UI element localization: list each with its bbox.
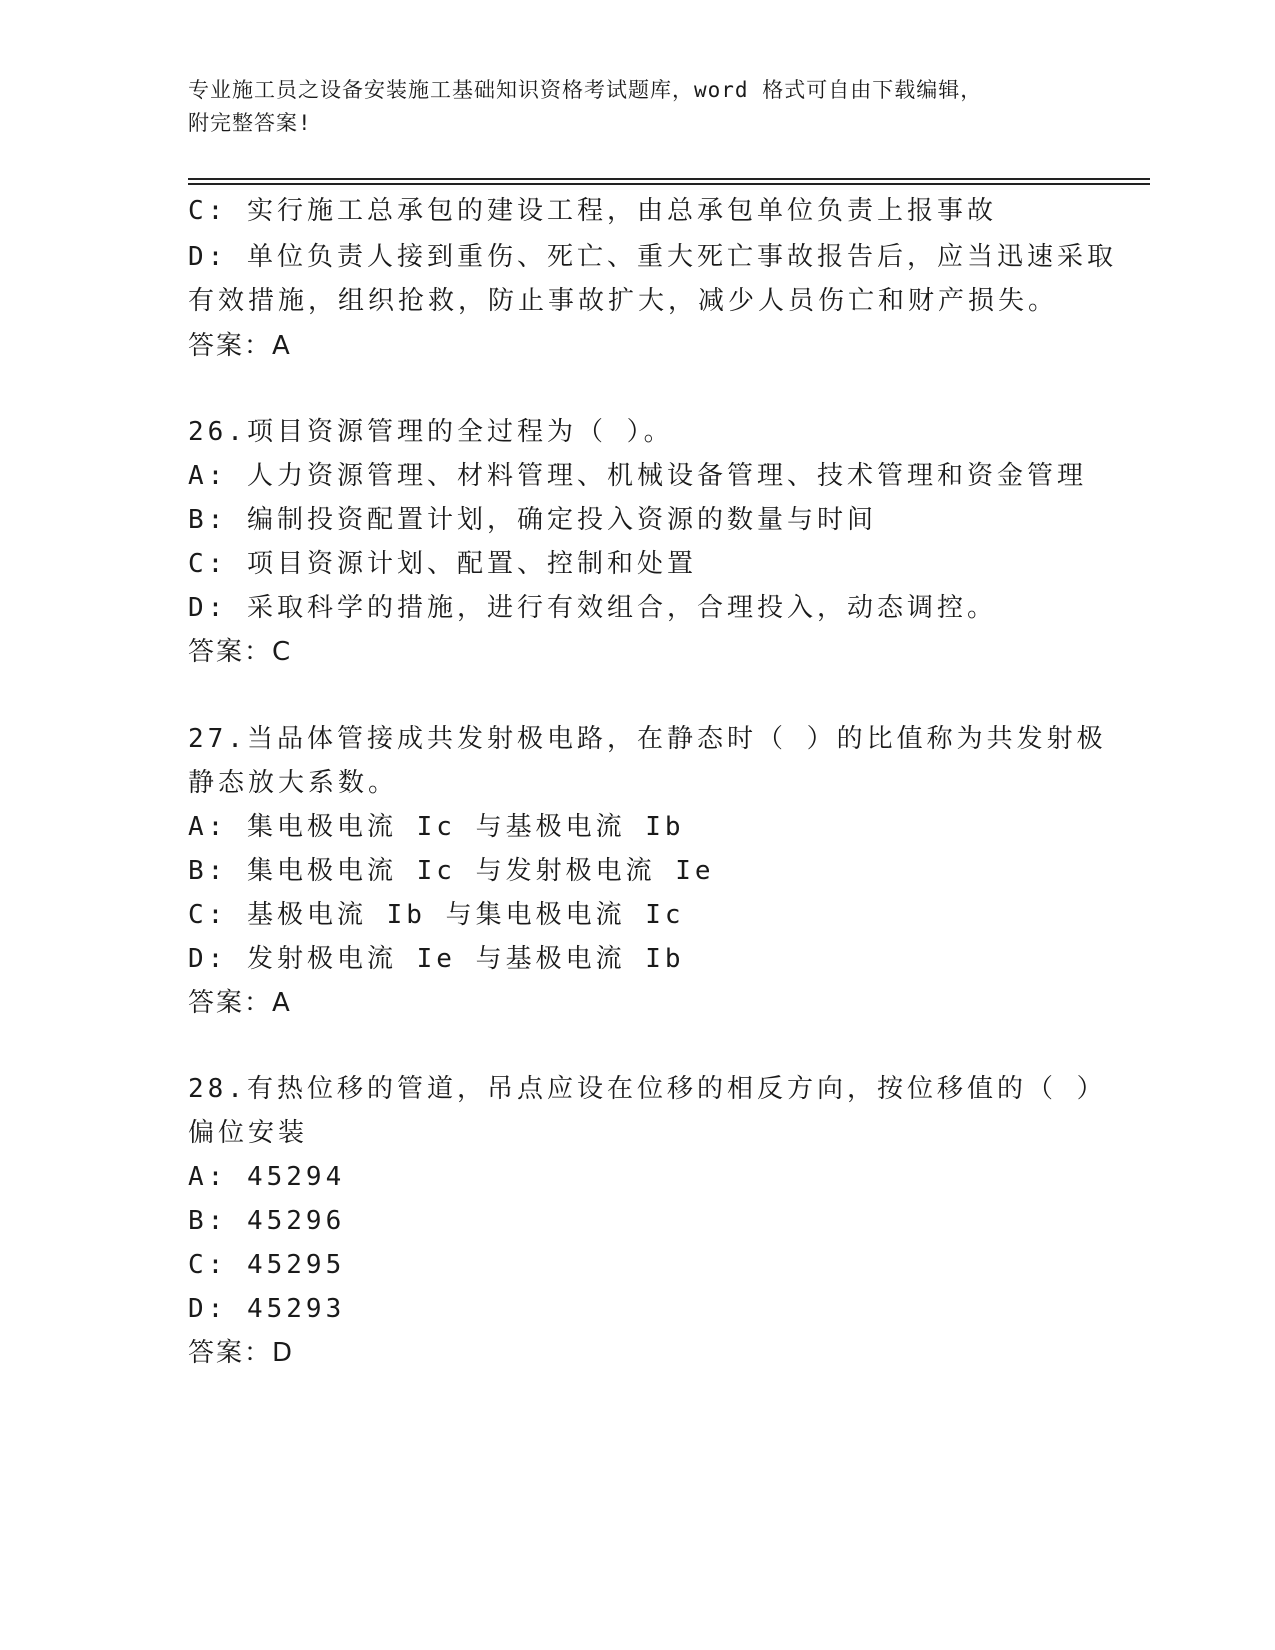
q27-option-d: D: 发射极电流 Ie 与基极电流 Ib bbox=[188, 944, 685, 974]
header-divider-bottom bbox=[188, 183, 1150, 185]
q28-option-b: B: 45296 bbox=[188, 1206, 346, 1236]
q27-option-a: A: 集电极电流 Ic 与基极电流 Ib bbox=[188, 812, 685, 842]
prev-answer: 答案：A bbox=[188, 331, 292, 361]
document-header bbox=[188, 74, 1088, 140]
header-line-1: 专业施工员之设备安装施工基础知识资格考试题库，word 格式可自由下载编辑， bbox=[188, 78, 983, 102]
prev-option-d-line1: D: 单位负责人接到重伤、死亡、重大死亡事故报告后，应当迅速采取 bbox=[188, 242, 1117, 272]
q27-answer: 答案：A bbox=[188, 988, 292, 1018]
prev-option-d-line2: 有效措施，组织抢救，防止事故扩大，减少人员伤亡和财产损失。 bbox=[188, 286, 1059, 316]
q28-option-c: C: 45295 bbox=[188, 1250, 346, 1280]
q28-stem-line1: 28.有热位移的管道，吊点应设在位移的相反方向，按位移值的（ ） bbox=[188, 1074, 1107, 1104]
q26-option-c: C: 项目资源计划、配置、控制和处置 bbox=[188, 549, 697, 579]
header-divider-top bbox=[188, 178, 1150, 180]
q28-answer: 答案：D bbox=[188, 1338, 295, 1368]
q27-stem-line2: 静态放大系数。 bbox=[188, 768, 399, 798]
header-line-2: 附完整答案! bbox=[188, 111, 312, 135]
q27-stem-line1: 27.当品体管接成共发射极电路，在静态时（ ）的比值称为共发射极 bbox=[188, 724, 1107, 754]
q28-option-d: D: 45293 bbox=[188, 1294, 346, 1324]
q26-option-b: B: 编制投资配置计划，确定投入资源的数量与时间 bbox=[188, 505, 877, 535]
q28-stem-line2: 偏位安装 bbox=[188, 1118, 309, 1148]
prev-option-c: C: 实行施工总承包的建设工程，由总承包单位负责上报事故 bbox=[188, 196, 997, 226]
q27-option-b: B: 集电极电流 Ic 与发射极电流 Ie bbox=[188, 856, 715, 886]
q28-option-a: A: 45294 bbox=[188, 1162, 346, 1192]
q27-option-c: C: 基极电流 Ib 与集电极电流 Ic bbox=[188, 900, 685, 930]
q26-answer: 答案：C bbox=[188, 637, 293, 667]
q26-stem: 26.项目资源管理的全过程为（ ）。 bbox=[188, 417, 674, 447]
q26-option-d: D: 采取科学的措施，进行有效组合，合理投入，动态调控。 bbox=[188, 593, 997, 623]
q26-option-a: A: 人力资源管理、材料管理、机械设备管理、技术管理和资金管理 bbox=[188, 461, 1087, 491]
